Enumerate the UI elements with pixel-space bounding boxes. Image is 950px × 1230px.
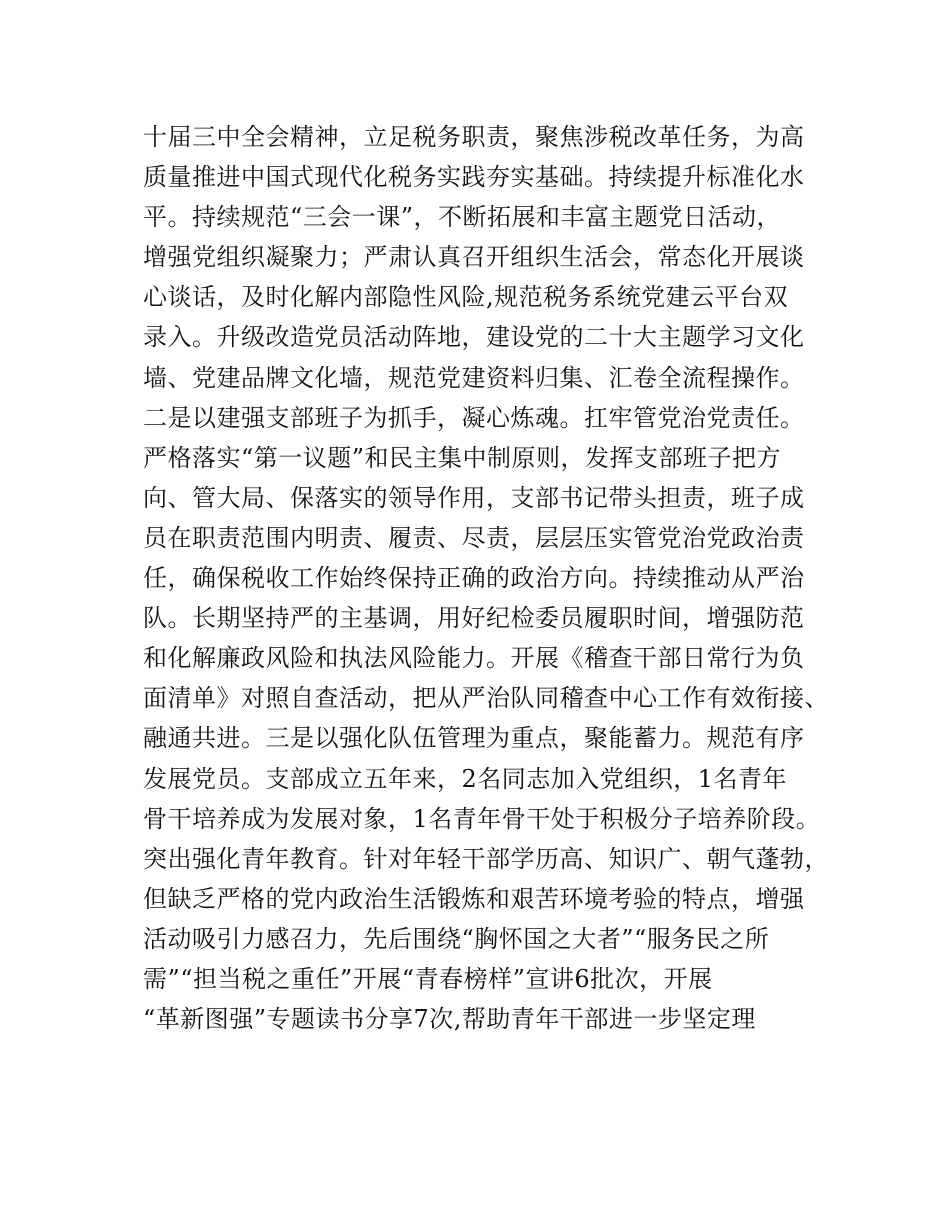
text-line: 骨干培养成为发展对象，1名青年骨干处于积极分子培养阶段。 [143,804,821,833]
text-line: 需”“担当税之重任”开展“青春榜样”宣讲6批次，开展 [143,964,713,993]
text-line: 严格落实“第一议题”和民主集中制原则，发挥支部班子把方 [143,443,782,472]
text-line: 活动吸引力感召力，先后围绕“胸怀国之大者”“服务民之所 [143,924,770,953]
text-line: 平。持续规范“三会一课”，不断拓展和丰富主题党日活动， [143,203,782,232]
text-line: 融通共进。三是以强化队伍管理为重点，聚能蓄力。规范有序 [143,724,805,753]
text-line: “革新图强”专题读书分享7次,帮助青年干部进一步坚定理 [143,1005,756,1034]
text-line: 队。长期坚持严的主基调，用好纪检委员履职时间，增强防范 [143,604,805,633]
text-line: 和化解廉政风险和执法风险能力。开展《稽查干部日常行为负 [143,644,805,673]
text-line: 但缺乏严格的党内政治生活锻炼和艰苦环境考验的特点，增强 [143,884,805,913]
text-line: 突出强化青年教育。针对年轻干部学历高、知识广、朝气蓬勃， [143,844,829,873]
text-line: 增强党组织凝聚力；严肃认真召开组织生活会，常态化开展谈 [143,243,805,272]
text-line: 十届三中全会精神，立足税务职责，聚焦涉税改革任务，为高 [143,123,805,151]
text-line: 二是以建强支部班子为抓手，凝心炼魂。扛牢管党治党责任。 [143,403,805,432]
text-line: 质量推进中国式现代化税务实践夯实基础。持续提升标准化水 [143,163,805,192]
text-line: 任，确保税收工作始终保持正确的政治方向。持续推动从严治 [143,564,805,593]
body-text [143,117,829,1039]
text-line: 员在职责范围内明责、履责、尽责，层层压实管党治党政治责 [143,523,805,552]
text-line: 心谈话，及时化解内部隐性风险,规范税务系统党建云平台双 [143,283,789,312]
text-line: 墙、党建品牌文化墙，规范党建资料归集、汇卷全流程操作。 [143,363,805,392]
text-line: 面清单》对照自查活动，把从严治队同稽查中心工作有效衔接、 [143,684,829,713]
text-line: 向、管大局、保落实的领导作用，支部书记带头担责，班子成 [143,483,805,512]
text-line: 发展党员。支部成立五年来，2名同志加入党组织，1名青年 [143,764,788,793]
text-line: 录入。升级改造党员活动阵地，建设党的二十大主题学习文化 [143,323,805,352]
